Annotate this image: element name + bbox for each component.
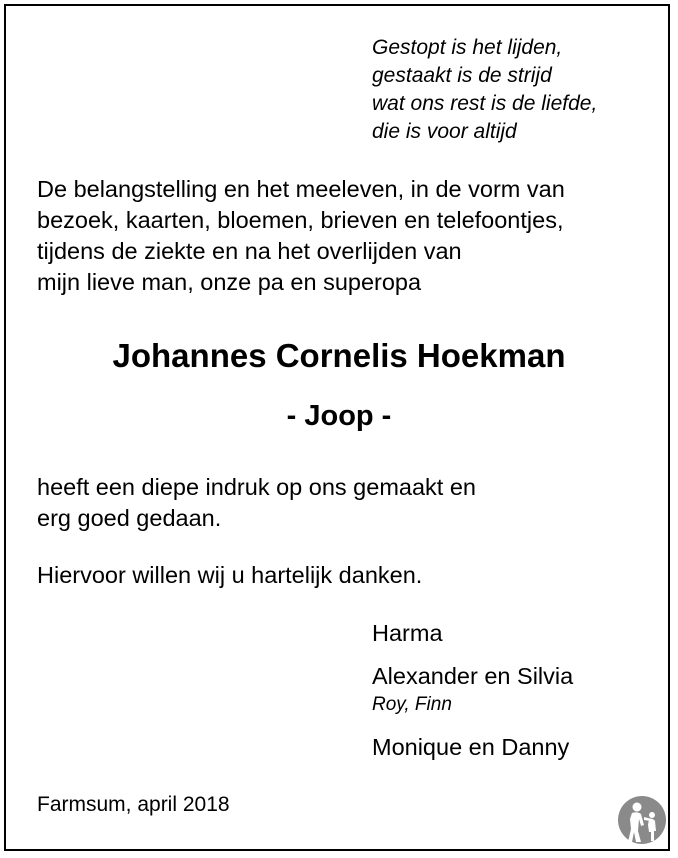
- poem-line: die is voor altijd: [372, 120, 517, 143]
- memorial-figure-logo-icon: [617, 795, 667, 845]
- deceased-name: Johannes Cornelis Hoekman: [112, 337, 566, 374]
- place-date: Farmsum, april 2018: [37, 793, 230, 816]
- poem: [372, 34, 597, 146]
- signatory-children: Roy, Finn: [372, 694, 452, 715]
- deceased-nickname: - Joop -: [286, 400, 392, 432]
- impact-paragraph: [37, 472, 476, 534]
- poem-line: wat ons rest is de liefde,: [372, 92, 598, 115]
- impact-line: erg goed gedaan.: [37, 505, 222, 531]
- intro-line: mijn lieve man, onze pa en superopa: [37, 269, 422, 295]
- intro-line: bezoek, kaarten, bloemen, brieven en telefoontjes,: [37, 207, 564, 233]
- poem-line: Gestopt is het lijden,: [372, 36, 563, 59]
- poem-line: gestaakt is de strijd: [372, 64, 552, 87]
- thanks-text: Hiervoor willen wij u hartelijk danken.: [37, 562, 423, 588]
- intro-line: De belangstelling en het meeleven, in de vorm van: [37, 176, 565, 202]
- signatory-monique-danny: Monique en Danny: [372, 734, 570, 760]
- signatory-alexander-silvia: Alexander en Silvia: [372, 663, 574, 689]
- impact-line: heeft een diepe indruk op ons gemaakt en: [37, 474, 476, 500]
- intro-paragraph: [37, 174, 565, 298]
- signatory-harma: Harma: [372, 620, 443, 646]
- intro-line: tijdens de ziekte en na het overlijden van: [37, 238, 462, 264]
